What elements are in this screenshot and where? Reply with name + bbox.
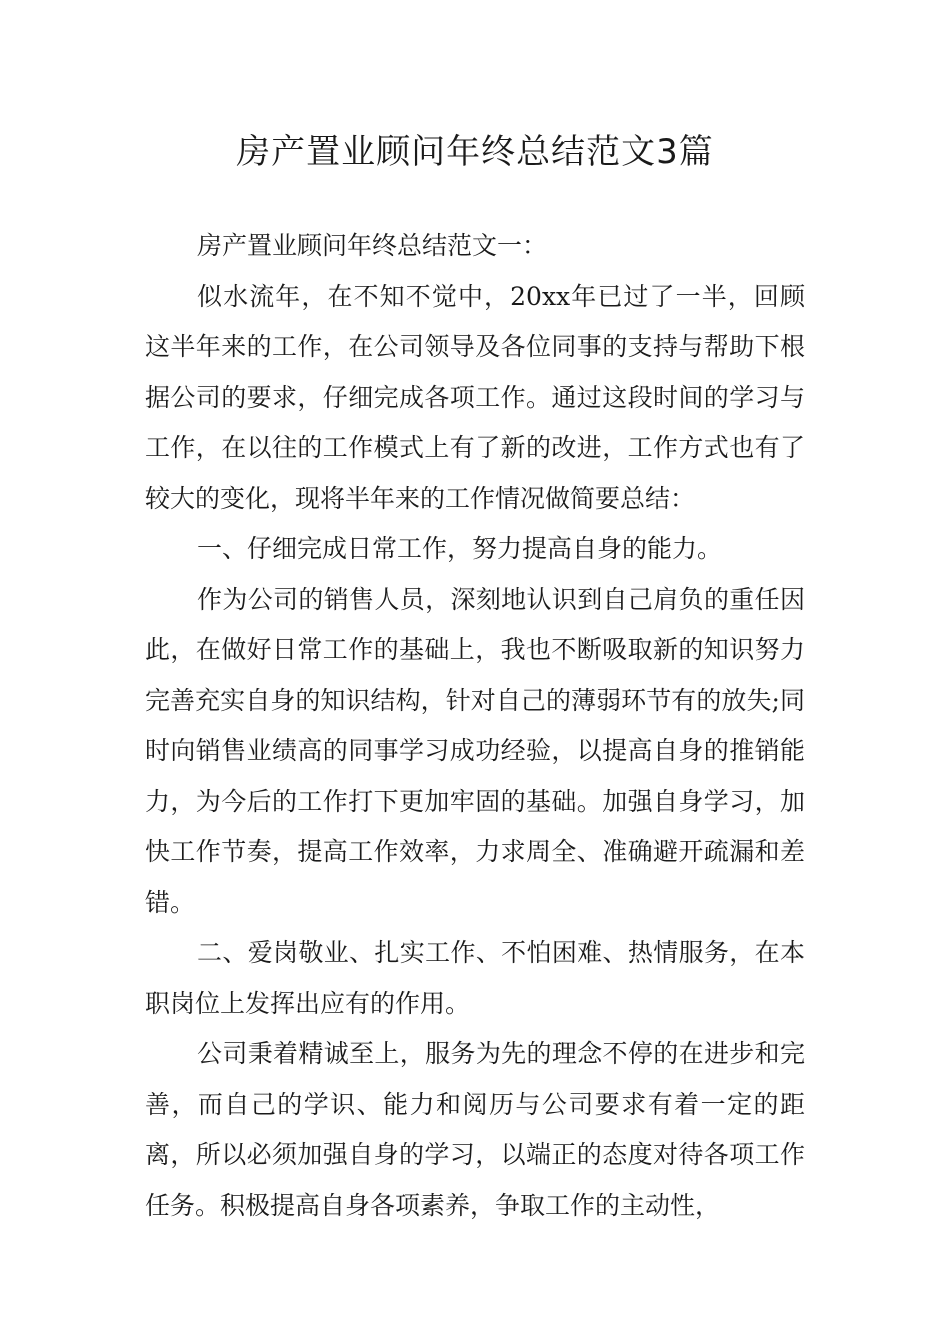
paragraph-section-2-body: 公司秉着精诚至上，服务为先的理念不停的在进步和完善，而自己的学识、能力和阅历与公司要求有着一定的距离，所以必须加强自身的学习，以端正的态度对待各项工作任务。积极提高自身各项素养，争取工作的主动性， (145, 1039, 805, 1220)
paragraph-section-1-body: 作为公司的销售人员，深刻地认识到自己肩负的重任因此，在做好日常工作的基础上，我也不断吸取新的知识努力完善充实自身的知识结构，针对自己的薄弱环节有的放失;同时向销售业绩高的同事学习成功经验，以提高自身的推销能力，为今后的工作打下更加牢固的基础。加强自身学习，加快工作节奏，提高工作效率，力求周全、准确避开疏漏和差错。 (145, 584, 805, 917)
paragraph-heading-1: 房产置业顾问年终总结范文一： (197, 231, 548, 260)
document-title: 房产置业顾问年终总结范文3篇 (236, 132, 714, 172)
paragraph-section-2-heading: 二、爱岗敬业、扎实工作、不怕困难、热情服务，在本职岗位上发挥出应有的作用。 (145, 938, 805, 1018)
document-body (145, 221, 805, 1231)
paragraph-intro: 似水流年，在不知不觉中，20xx年已过了一半，回顾这半年来的工作，在公司领导及各位同事的支持与帮助下根据公司的要求，仔细完成各项工作。通过这段时间的学习与工作，在以往的工作模式上有了新的改进，工作方式也有了较大的变化，现将半年来的工作情况做简要总结： (145, 281, 805, 513)
paragraph-section-1-heading: 一、仔细完成日常工作，努力提高自身的能力。 (197, 534, 723, 563)
